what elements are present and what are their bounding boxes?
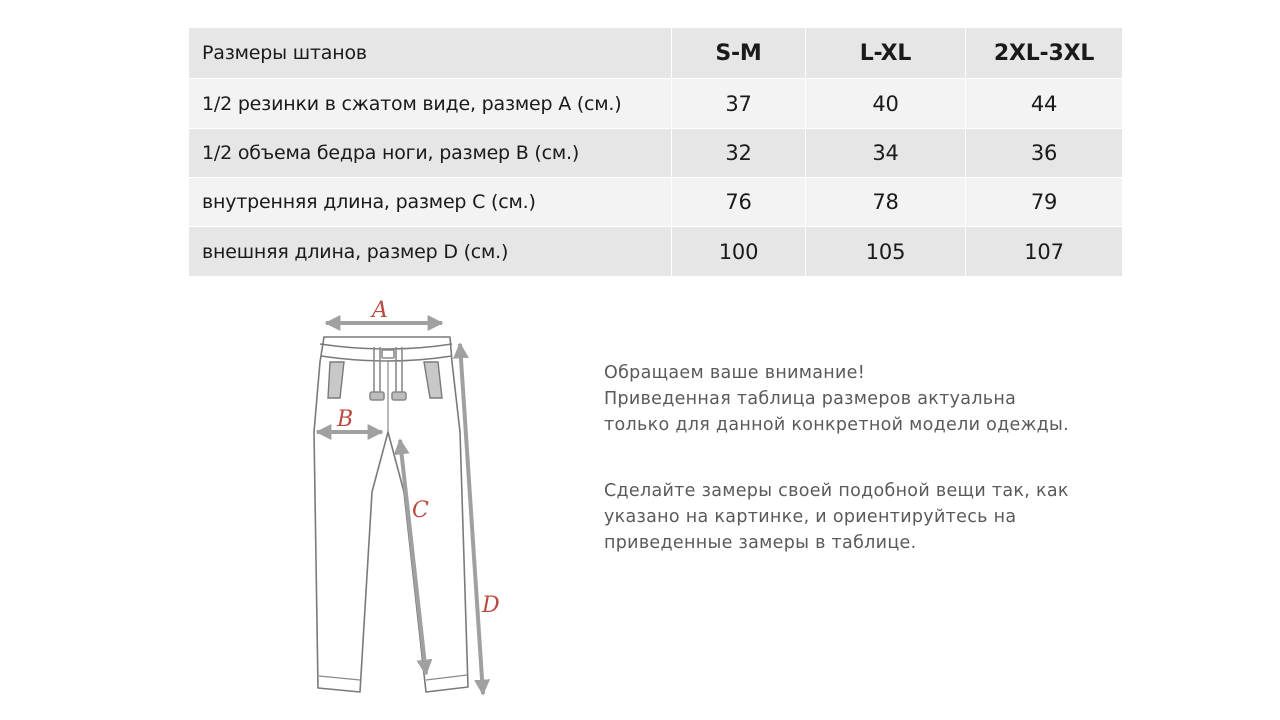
dimension-label-d: D [482, 593, 500, 618]
dimension-label-a: A [372, 298, 388, 323]
cell-value: 40 [806, 79, 966, 129]
cell-value: 107 [966, 227, 1123, 277]
notice-line: Приведенная таблица размеров актуальна [604, 389, 1017, 409]
pants-diagram [300, 292, 520, 712]
header-label: Размеры штанов [189, 28, 672, 79]
row-label: 1/2 объема бедра ноги, размер В (см.) [189, 129, 672, 178]
notice-text [604, 360, 1164, 596]
cell-value: 37 [672, 79, 806, 129]
notice-paragraph [604, 360, 1164, 438]
cell-value: 78 [806, 178, 966, 227]
cell-value: 100 [672, 227, 806, 277]
cell-value: 105 [806, 227, 966, 277]
dimension-label-c: C [412, 498, 429, 523]
notice-line: указано на картинке, и ориентируйтесь на [604, 507, 1017, 527]
cell-value: 79 [966, 178, 1123, 227]
table-row [189, 178, 1123, 227]
row-label: внутренняя длина, размер С (см.) [189, 178, 672, 227]
cell-value: 76 [672, 178, 806, 227]
header-size-l-xl: L-XL [806, 28, 966, 79]
cell-value: 36 [966, 129, 1123, 178]
cell-value: 34 [806, 129, 966, 178]
row-label: 1/2 резинки в сжатом виде, размер А (см.) [189, 79, 672, 129]
notice-line: приведенные замеры в таблице. [604, 533, 917, 553]
notice-line: только для данной конкретной модели одежды. [604, 415, 1070, 435]
table-row [189, 79, 1123, 129]
header-size-s-m: S-M [672, 28, 806, 79]
size-table [188, 27, 1123, 277]
table-header-row [189, 28, 1123, 79]
cell-value: 32 [672, 129, 806, 178]
notice-line: Сделайте замеры своей подобной вещи так, как [604, 481, 1069, 501]
row-label: внешняя длина, размер D (см.) [189, 227, 672, 277]
notice-paragraph [604, 478, 1164, 556]
dimension-label-b: B [337, 407, 354, 432]
cell-value: 44 [966, 79, 1123, 129]
header-size-2xl-3xl: 2XL-3XL [966, 28, 1123, 79]
table-row [189, 227, 1123, 277]
notice-line: Обращаем ваше внимание! [604, 363, 866, 383]
pants-illustration [300, 292, 520, 712]
table-row [189, 129, 1123, 178]
